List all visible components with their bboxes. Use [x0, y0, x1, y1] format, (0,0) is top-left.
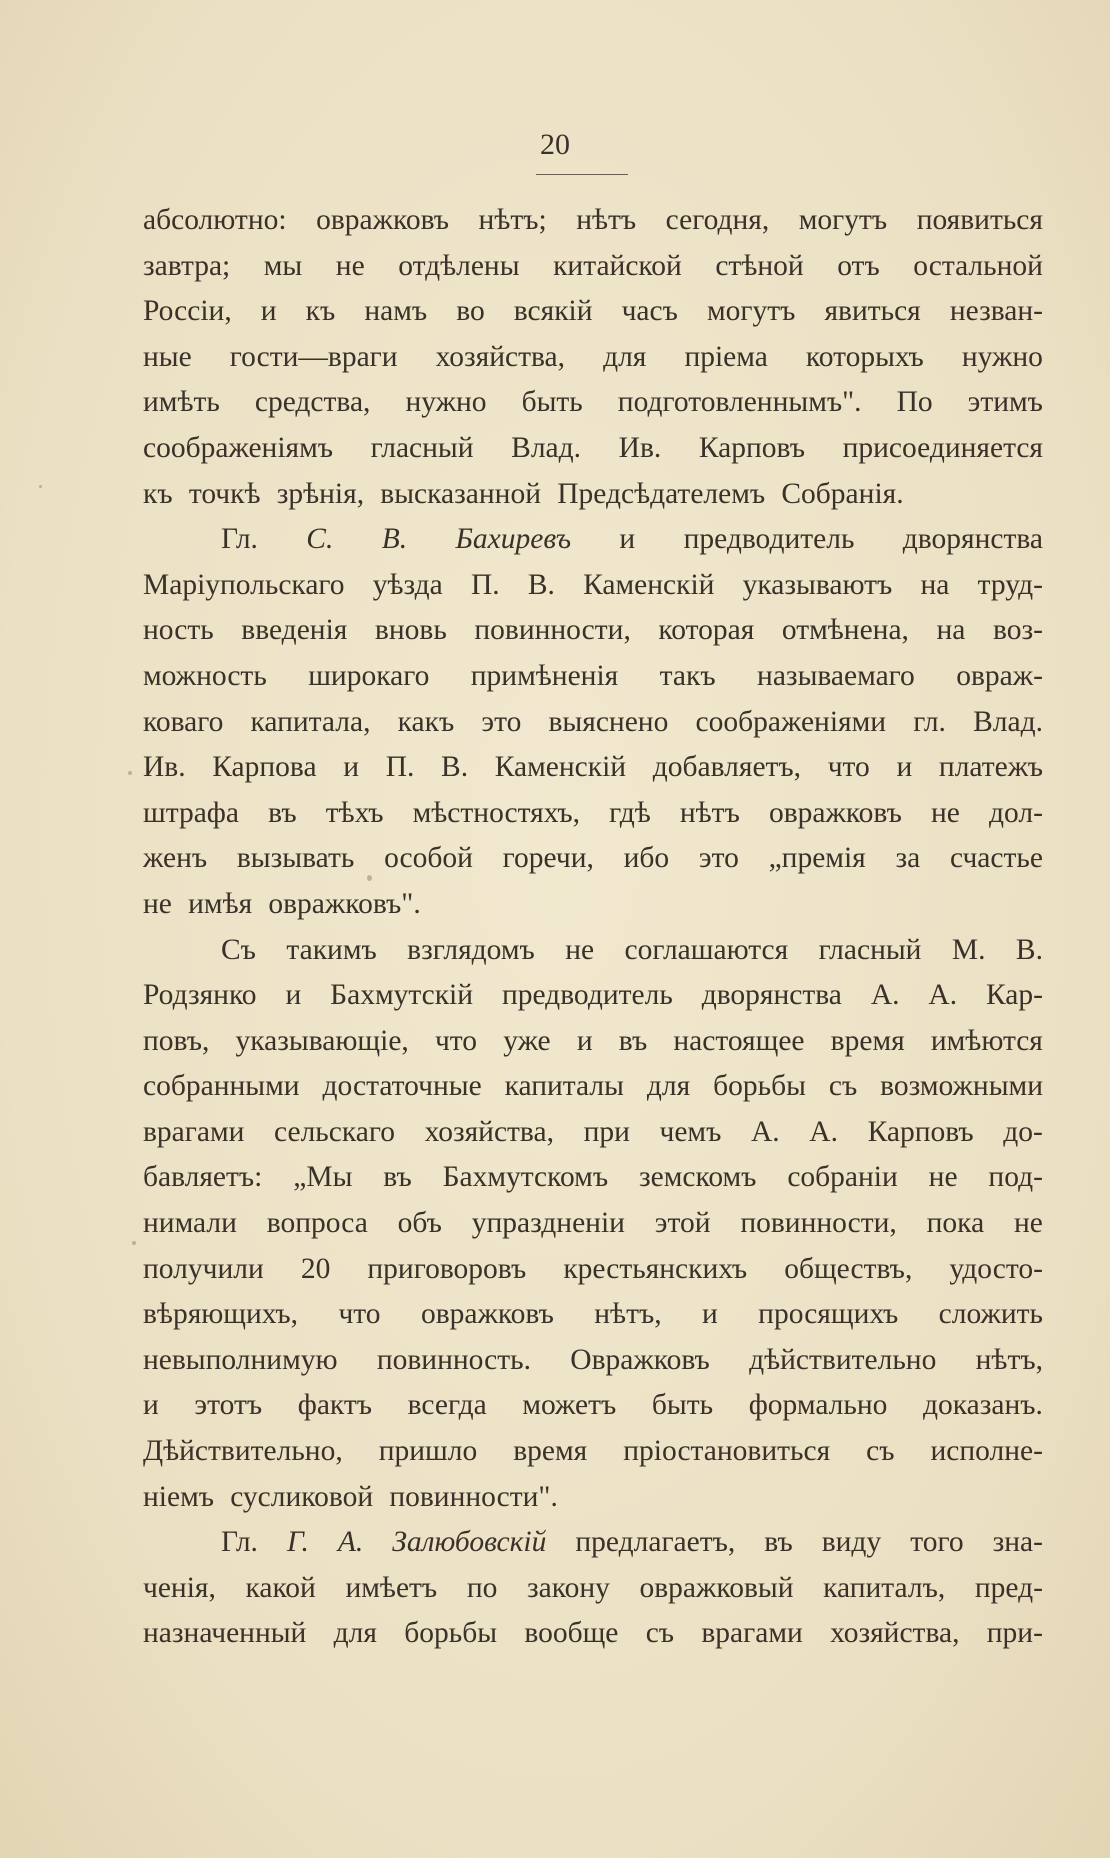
- word: получили: [143, 1252, 264, 1285]
- word: сложить: [938, 1298, 1043, 1331]
- word: просящихъ: [758, 1298, 899, 1331]
- word: имѣя: [188, 887, 253, 920]
- word: дол-: [988, 796, 1043, 829]
- word: въ: [618, 1024, 648, 1057]
- word: и: [701, 1298, 718, 1331]
- word: пришло: [378, 1435, 478, 1468]
- word: По: [896, 386, 933, 419]
- word: Карповъ: [867, 1115, 974, 1148]
- page-header: [0, 128, 1110, 162]
- word: указывающіе,: [235, 1024, 409, 1057]
- word: незван-: [949, 295, 1043, 328]
- text-line: [143, 745, 1043, 791]
- word: присоединяется: [842, 431, 1043, 464]
- text-line: [143, 928, 1043, 974]
- word: не: [335, 249, 365, 282]
- word: ные: [143, 340, 192, 373]
- word: за: [895, 842, 921, 875]
- word: и: [619, 523, 636, 556]
- word: капиталы: [504, 1070, 624, 1103]
- word: предлагаетъ,: [575, 1526, 736, 1559]
- word: В.: [441, 751, 469, 784]
- word: бавляетъ:: [143, 1161, 263, 1194]
- word: съ: [645, 1617, 675, 1650]
- word: это: [481, 705, 522, 738]
- word: съ: [866, 1435, 895, 1468]
- word: повинности,: [474, 614, 631, 647]
- text-line: [143, 882, 1043, 928]
- word: явиться: [824, 295, 921, 328]
- word: зна-: [992, 1526, 1043, 1559]
- word: того: [910, 1526, 964, 1559]
- word: повъ,: [143, 1024, 210, 1057]
- word: нимали: [143, 1207, 237, 1240]
- word: имѣются: [930, 1024, 1043, 1057]
- text-line: [143, 517, 1043, 563]
- word: стѣной: [715, 249, 804, 282]
- text-line: [143, 1338, 1043, 1384]
- word: Россіи,: [143, 295, 232, 328]
- word: Гл.: [221, 523, 258, 556]
- word: подготовленнымъ".: [617, 386, 862, 419]
- text-line: [143, 654, 1043, 700]
- word: соображеніямъ: [143, 431, 334, 464]
- word: называемаго: [757, 659, 915, 692]
- word: Съ: [221, 933, 256, 966]
- word: А.: [750, 1115, 780, 1148]
- word: В.: [527, 568, 555, 601]
- word: по: [466, 1571, 498, 1604]
- word: Ив.: [143, 751, 186, 784]
- word: Гл.: [221, 1526, 258, 1559]
- text-line: [143, 1566, 1043, 1612]
- text-line: [143, 1019, 1043, 1065]
- word: какой: [245, 1571, 316, 1604]
- word: счастье: [949, 842, 1043, 875]
- word: обществъ,: [784, 1252, 913, 1285]
- word: уже: [503, 1024, 551, 1057]
- word: время: [830, 1024, 905, 1057]
- word: платежъ: [938, 751, 1043, 784]
- word: при-: [986, 1617, 1043, 1650]
- word: овражковъ: [420, 1298, 554, 1331]
- word: Маріупольскаго: [143, 568, 345, 601]
- word: ніемъ: [143, 1480, 214, 1513]
- word: воз-: [992, 614, 1043, 647]
- word: дворянства: [902, 523, 1043, 556]
- word: сегодня,: [665, 204, 770, 236]
- word: не: [143, 887, 172, 920]
- word: хозяйства,: [435, 340, 565, 373]
- word: А.: [870, 979, 900, 1012]
- word: точкѣ: [188, 477, 261, 510]
- text-line: [143, 973, 1043, 1019]
- word: примѣненія: [470, 659, 619, 692]
- word: вообще: [524, 1617, 619, 1650]
- word: Родзянко: [143, 979, 257, 1012]
- word: этой: [654, 1207, 711, 1240]
- word: врагами: [701, 1617, 803, 1650]
- word: ность: [143, 614, 214, 647]
- word: овражковъ: [316, 204, 450, 236]
- word: во: [456, 295, 485, 328]
- word: тѣхъ: [325, 796, 384, 829]
- word: не: [928, 1161, 958, 1194]
- word: доказанъ.: [923, 1389, 1043, 1422]
- word: Карпова: [212, 751, 317, 784]
- word: вѣряющихъ,: [143, 1298, 299, 1331]
- word: нѣтъ,: [975, 1343, 1043, 1376]
- word: выяснено: [548, 705, 669, 738]
- paper-speck: [128, 771, 132, 775]
- word: всегда: [407, 1389, 487, 1422]
- word: Собранія.: [781, 477, 904, 510]
- word: въ: [383, 1161, 412, 1194]
- word: гл.: [913, 705, 946, 738]
- word: собраніи: [787, 1161, 898, 1194]
- word: сусликовой: [230, 1480, 374, 1513]
- word: 20: [300, 1252, 331, 1285]
- word: не: [1014, 1207, 1043, 1240]
- word: которыхъ: [805, 340, 924, 373]
- word: не: [565, 933, 595, 966]
- word: В.: [1015, 933, 1043, 966]
- word: появиться: [916, 204, 1043, 236]
- word: добавляетъ,: [652, 751, 802, 784]
- word: пріема: [684, 340, 768, 373]
- paper-speck: [132, 1241, 136, 1245]
- word: Кар-: [986, 979, 1043, 1012]
- word: приговоровъ: [367, 1252, 527, 1285]
- word: А.: [337, 1526, 364, 1559]
- word: при: [583, 1115, 630, 1148]
- text-line: [143, 289, 1043, 335]
- word: зрѣнія,: [276, 477, 365, 510]
- word: назначенный: [143, 1617, 307, 1650]
- word: нѣтъ;: [478, 204, 547, 236]
- word: и: [343, 751, 360, 784]
- word: соображеніями: [695, 705, 887, 738]
- text-line: [143, 335, 1043, 381]
- word: ибо: [623, 842, 670, 875]
- text-line: [143, 472, 1043, 518]
- word: врагами: [143, 1115, 245, 1148]
- word: абсолютно:: [143, 204, 287, 236]
- word: китайской: [553, 249, 682, 282]
- word: и: [576, 1024, 593, 1057]
- word: высказанной: [380, 477, 541, 510]
- word: достаточные: [322, 1070, 482, 1103]
- word: быть: [521, 386, 583, 419]
- word: дѣйствительно: [749, 1343, 937, 1376]
- word: быть: [651, 1389, 714, 1422]
- word: капиталъ,: [823, 1571, 946, 1604]
- word: могутъ: [798, 204, 888, 236]
- word: на: [920, 568, 950, 601]
- word: такъ: [659, 659, 716, 692]
- text-line: [143, 1520, 1043, 1566]
- word: закону: [526, 1571, 610, 1604]
- word: невыполнимую: [143, 1343, 338, 1376]
- word: съ: [828, 1070, 858, 1103]
- word: чемъ: [659, 1115, 722, 1148]
- word: исполне-: [930, 1435, 1043, 1468]
- word: это: [698, 842, 739, 875]
- word: отмѣнена,: [781, 614, 909, 647]
- word: въ: [268, 796, 297, 829]
- word: А.: [809, 1115, 838, 1148]
- word: мѣстностяхъ,: [412, 796, 580, 829]
- word: намъ: [364, 295, 428, 328]
- word: под-: [988, 1161, 1043, 1194]
- word: къ: [143, 477, 173, 510]
- word: объ: [397, 1207, 442, 1240]
- word: пока: [926, 1207, 985, 1240]
- word: гласный: [818, 933, 922, 966]
- text-line: [143, 1247, 1043, 1293]
- word: что: [434, 1024, 478, 1057]
- word: нѣтъ,: [594, 1298, 662, 1331]
- word: указываютъ: [742, 568, 893, 601]
- page-number: 20: [540, 128, 570, 161]
- word: А.: [928, 979, 958, 1012]
- word: женъ: [143, 842, 208, 875]
- word: земскомъ: [638, 1161, 757, 1194]
- word: штрафа: [143, 796, 240, 829]
- word: Залюбовскій: [392, 1526, 547, 1559]
- word: широкаго: [308, 659, 430, 692]
- word: М.: [951, 933, 986, 966]
- word: Влад.: [511, 431, 582, 464]
- body-text: [143, 198, 1043, 1657]
- word: виду: [821, 1526, 882, 1559]
- word: вызывать: [236, 842, 355, 875]
- word: П.: [470, 568, 500, 601]
- text-line: [143, 380, 1043, 426]
- word: взглядомъ: [407, 933, 535, 966]
- word: повинности".: [389, 1480, 558, 1513]
- text-line: [143, 1611, 1043, 1657]
- word: сельскаго: [274, 1115, 395, 1148]
- word: нѣтъ: [679, 796, 740, 829]
- word: настоящее: [673, 1024, 805, 1057]
- word: на: [936, 614, 966, 647]
- word: завтра;: [143, 249, 231, 282]
- word: въ: [764, 1526, 793, 1559]
- word: Карповъ: [698, 431, 805, 464]
- word: овражковъ: [768, 796, 902, 829]
- word: остальной: [913, 249, 1043, 282]
- word: овраж-: [956, 659, 1043, 692]
- word: отдѣлены: [398, 249, 520, 282]
- word: дворянства: [701, 979, 842, 1012]
- paper-speck: [39, 485, 42, 488]
- word: и: [260, 295, 277, 328]
- word: В.: [381, 523, 408, 556]
- word: Бахиревъ: [455, 523, 572, 556]
- word: можность: [143, 659, 267, 692]
- word: и: [143, 1389, 159, 1422]
- word: Ив.: [618, 431, 662, 464]
- word: борьбы: [713, 1070, 806, 1103]
- text-line: [143, 1292, 1043, 1338]
- word: этимъ: [967, 386, 1043, 419]
- word: труд-: [977, 568, 1043, 601]
- word: особой: [384, 842, 473, 875]
- word: гласный: [370, 431, 474, 464]
- word: Бахмутскомъ: [442, 1161, 609, 1194]
- text-line: [143, 426, 1043, 472]
- word: къ: [305, 295, 336, 328]
- word: этотъ: [194, 1389, 263, 1422]
- word: „премія: [768, 842, 866, 875]
- text-line: [143, 1475, 1043, 1521]
- word: овражковый: [639, 1571, 794, 1604]
- word: крестьянскихъ: [563, 1252, 748, 1285]
- word: которая: [658, 614, 755, 647]
- word: нужно: [405, 386, 487, 419]
- word: упраздненіи: [471, 1207, 625, 1240]
- word: П.: [385, 751, 415, 784]
- word: Каменскій: [494, 751, 627, 784]
- word: хозяйства,: [830, 1617, 960, 1650]
- word: пріостановиться: [623, 1435, 831, 1468]
- word: Овражковъ: [570, 1343, 710, 1376]
- word: для: [603, 340, 647, 373]
- word: „Мы: [293, 1161, 353, 1194]
- word: ченія,: [143, 1571, 216, 1604]
- word: формально: [748, 1389, 888, 1422]
- word: мы: [263, 249, 303, 282]
- word: гдѣ: [609, 796, 651, 829]
- word: для: [333, 1617, 377, 1650]
- word: такимъ: [286, 933, 377, 966]
- word: повинность.: [376, 1343, 531, 1376]
- word: хозяйства,: [424, 1115, 554, 1148]
- word: овражковъ".: [268, 887, 421, 920]
- word: Бахмутскій: [330, 979, 474, 1012]
- word: Влад.: [973, 705, 1043, 738]
- word: нѣтъ: [576, 204, 637, 236]
- word: капитала,: [250, 705, 371, 738]
- word: повинности,: [740, 1207, 897, 1240]
- word: горечи,: [502, 842, 594, 875]
- word: удосто-: [949, 1252, 1043, 1285]
- word: можетъ: [522, 1389, 617, 1422]
- word: до-: [1003, 1115, 1043, 1148]
- header-rule: [536, 174, 628, 175]
- word: могутъ: [706, 295, 796, 328]
- text-line: [143, 1429, 1043, 1475]
- word: что: [338, 1298, 381, 1331]
- word: отъ: [837, 249, 880, 282]
- text-line: [143, 563, 1043, 609]
- word: коваго: [143, 705, 224, 738]
- word: Каменскій: [583, 568, 715, 601]
- word: борьбы: [404, 1617, 498, 1650]
- word: Дѣйствительно,: [143, 1435, 343, 1468]
- word: Предсѣдателемъ: [557, 477, 766, 510]
- word: фактъ: [297, 1389, 373, 1422]
- word: часъ: [621, 295, 678, 328]
- word: средства,: [254, 386, 371, 419]
- word: предводитель: [501, 979, 673, 1012]
- text-line: [143, 198, 1043, 244]
- text-line: [143, 791, 1043, 837]
- text-line: [143, 608, 1043, 654]
- word: нужно: [961, 340, 1043, 373]
- text-line: [143, 1155, 1043, 1201]
- word: возможными: [880, 1070, 1043, 1103]
- word: гости—враги: [229, 340, 398, 373]
- text-line: [143, 700, 1043, 746]
- text-line: [143, 1110, 1043, 1156]
- word: Г.: [286, 1526, 309, 1559]
- text-line: [143, 1064, 1043, 1110]
- word: предводитель: [683, 523, 855, 556]
- word: введенія: [241, 614, 348, 647]
- word: С.: [306, 523, 334, 556]
- paper-speck: [367, 875, 372, 881]
- text-line: [143, 244, 1043, 290]
- word: вновь: [374, 614, 447, 647]
- text-line: [143, 1383, 1043, 1429]
- word: и: [896, 751, 913, 784]
- word: уѣзда: [372, 568, 443, 601]
- word: время: [513, 1435, 588, 1468]
- word: для: [646, 1070, 691, 1103]
- word: всякій: [513, 295, 593, 328]
- text-line: [143, 836, 1043, 882]
- word: собранными: [143, 1070, 300, 1103]
- word: что: [827, 751, 870, 784]
- word: соглашаются: [624, 933, 789, 966]
- word: имѣть: [143, 386, 220, 419]
- word: пред-: [974, 1571, 1043, 1604]
- word: и: [285, 979, 302, 1012]
- word: не: [930, 796, 960, 829]
- word: вопроса: [266, 1207, 368, 1240]
- text-line: [143, 1201, 1043, 1247]
- word: какъ: [397, 705, 455, 738]
- word: имѣетъ: [345, 1571, 438, 1604]
